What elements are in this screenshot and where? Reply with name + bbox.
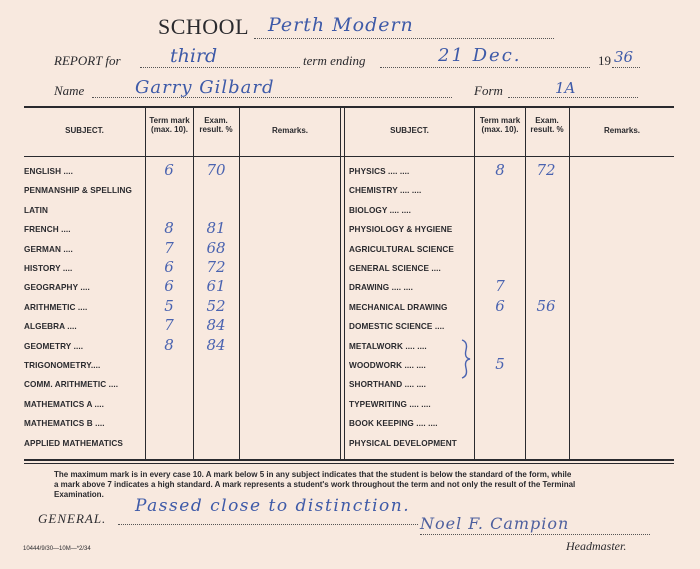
table-bottom-rule-2 [24, 463, 674, 464]
left-subject-label: ALGEBRA .... [24, 322, 77, 332]
left-term-mark: 6 [164, 161, 174, 179]
left-exam-result: 84 [206, 316, 226, 335]
year-value: 36 [614, 48, 634, 66]
footnote-line-2: a mark above 7 indicates a high standard. A mark represents a student's work throughout the term and not only the result of the Terminal [54, 480, 576, 489]
left-term-mark: 6 [164, 277, 174, 296]
table-top-rule [24, 106, 674, 108]
right-subject-label: PHYSICS .... .... [349, 167, 410, 176]
general-line [118, 524, 418, 525]
right-exam-result: 72 [536, 161, 556, 179]
term-ending-line [380, 67, 590, 68]
right-term-header: Term mark (max. 10). [479, 116, 521, 134]
school-label: SCHOOL [158, 14, 250, 39]
right-term-mark: 8 [495, 161, 505, 179]
left-subject-label: GEOMETRY .... [24, 341, 84, 351]
table-bottom-rule [24, 459, 674, 461]
right-subject-label: PHYSIOLOGY & HYGIENE [349, 225, 453, 235]
left-remarks-header: Remarks. [271, 126, 309, 135]
headmaster-label: Headmaster. [566, 539, 627, 553]
right-subject-label: PHYSICAL DEVELOPMENT [349, 438, 457, 448]
right-subject-label: DRAWING .... .... [349, 283, 414, 293]
col-divider [474, 108, 475, 459]
right-subject-label: CHEMISTRY .... .... [349, 186, 422, 196]
left-term-mark: 6 [164, 258, 174, 276]
year-prefix: 19 [598, 53, 611, 68]
footnote-line-3: Examination. [54, 490, 104, 499]
term-ending-label: term ending [303, 53, 366, 68]
left-exam-result: 68 [206, 238, 226, 257]
center-double-divider [344, 108, 345, 459]
left-term-mark: 7 [164, 238, 174, 257]
term-ending-value: 21 Dec. [438, 45, 522, 66]
form-line [508, 97, 638, 98]
left-exam-header: Exam. result. % [199, 116, 233, 134]
form-value: 1A [555, 79, 576, 97]
left-subject-label: GERMAN .... [24, 244, 73, 254]
form-label: Form [474, 83, 503, 98]
right-subject-label: MECHANICAL DRAWING [349, 302, 448, 312]
year-line [612, 67, 640, 68]
right-term-mark: 7 [495, 277, 505, 296]
left-subject-label: LATIN [24, 205, 48, 215]
left-subject-label: MATHEMATICS B .... [24, 419, 105, 429]
report-for-label: REPORT for [54, 53, 121, 68]
left-subject-label: ENGLISH .... [24, 167, 73, 176]
left-subject-label: TRIGONOMETRY.... [24, 361, 101, 370]
report-for-value: third [170, 45, 218, 67]
school-value: Perth Modern [268, 14, 414, 36]
curly-brace-mark [458, 338, 474, 380]
left-exam-result: 52 [206, 296, 226, 315]
report-for-line [140, 67, 300, 68]
left-subject-label: ARITHMETIC .... [24, 302, 88, 312]
left-term-mark: 8 [164, 219, 174, 238]
left-exam-result: 61 [206, 277, 226, 296]
header-bottom-rule [24, 156, 674, 157]
col-divider [569, 108, 570, 459]
headmaster-signature: Noel F. Campion [420, 514, 570, 533]
left-subject-label: GEOGRAPHY .... [24, 283, 90, 293]
right-exam-result: 56 [536, 296, 556, 315]
right-subject-label: METALWORK .... .... [349, 341, 427, 351]
footnote-line-1: The maximum mark is in every case 10. A mark below 5 in any subject indicates that the student is below the standard of the form, while [54, 470, 572, 479]
name-label: Name [54, 83, 85, 98]
right-term-mark: 6 [495, 296, 505, 315]
col-divider [193, 108, 194, 459]
right-subject-label: SHORTHAND .... .... [349, 380, 426, 390]
right-subject-label: WOODWORK .... .... [349, 361, 426, 370]
left-term-header: Term mark (max. 10). [149, 116, 190, 134]
right-term-mark: 5 [495, 355, 505, 373]
left-subject-label: MATHEMATICS A .... [24, 399, 105, 409]
left-subject-header: SUBJECT. [65, 126, 104, 135]
general-value: Passed close to distinction. [135, 496, 411, 516]
left-subject-label: FRENCH .... [24, 225, 71, 235]
print-code: 10444/9/30—10M—*2/34 [23, 546, 91, 552]
right-exam-header: Exam. result. % [530, 116, 564, 134]
left-subject-label: APPLIED MATHEMATICS [24, 438, 123, 448]
left-exam-result: 81 [206, 219, 226, 238]
left-subject-label: COMM. ARITHMETIC .... [24, 380, 119, 390]
right-subject-label: DOMESTIC SCIENCE .... [349, 322, 445, 332]
left-term-mark: 5 [164, 296, 174, 315]
left-subject-label: HISTORY .... [24, 264, 73, 273]
general-label: GENERAL. [38, 511, 107, 526]
right-subject-label: AGRICULTURAL SCIENCE [349, 244, 454, 254]
col-divider [145, 108, 146, 459]
left-exam-result: 72 [206, 258, 226, 276]
center-double-divider [340, 108, 341, 459]
left-exam-result: 70 [206, 161, 226, 179]
right-subject-label: GENERAL SCIENCE .... [349, 264, 441, 273]
right-subject-label: BOOK KEEPING .... .... [349, 419, 438, 429]
left-subject-label: PENMANSHIP & SPELLING [24, 186, 132, 196]
right-subject-label: BIOLOGY .... .... [349, 205, 412, 215]
left-term-mark: 8 [164, 335, 174, 354]
signature-line [420, 534, 650, 535]
left-exam-result: 84 [206, 335, 226, 354]
name-value: Garry Gilbard [135, 77, 275, 98]
right-remarks-header: Remarks. [603, 126, 641, 135]
left-term-mark: 7 [164, 316, 174, 335]
right-subject-label: TYPEWRITING .... .... [349, 399, 431, 409]
col-divider [239, 108, 240, 459]
right-subject-header: SUBJECT. [390, 126, 429, 135]
school-line [254, 38, 554, 39]
